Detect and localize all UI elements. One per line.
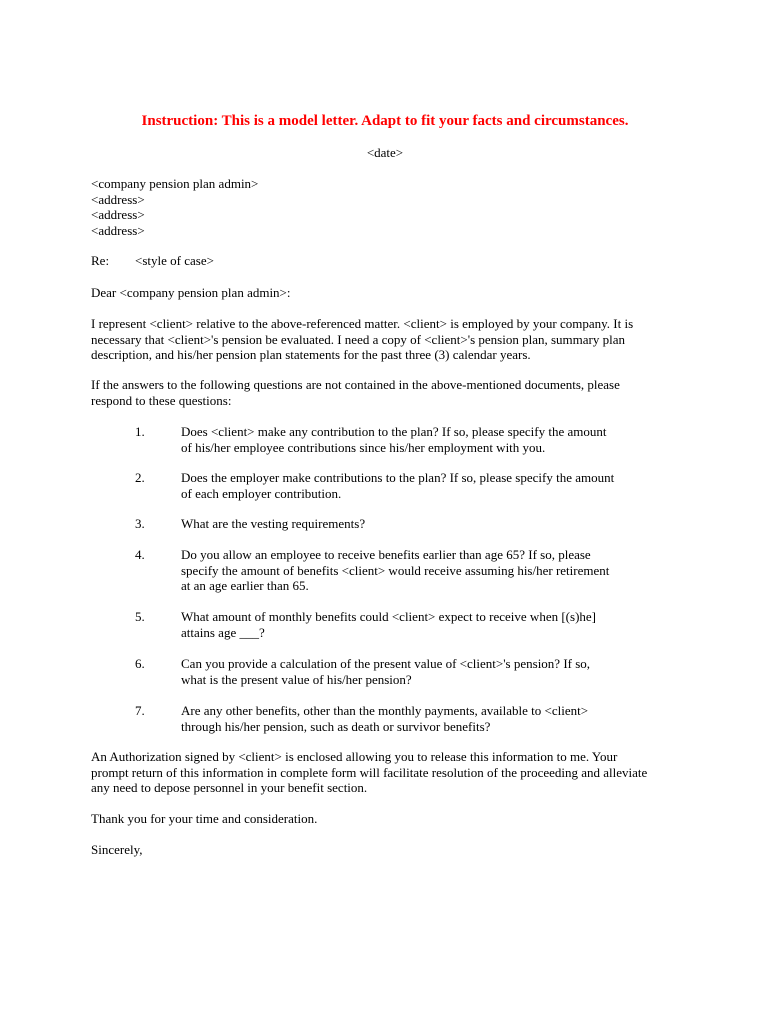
question-number: 2. (135, 470, 145, 485)
question-line: Do you allow an employee to receive benefits earlier than age 65? If so, please (181, 547, 591, 562)
question-line: What amount of monthly benefits could <client> expect to receive when [(s)he] (181, 609, 596, 624)
recipient-address-line: <address> (91, 222, 145, 238)
question-line: Are any other benefits, other than the monthly payments, available to <client> (181, 703, 589, 718)
question-number: 4. (135, 547, 145, 562)
question-line: what is the present value of his/her pension? (181, 671, 412, 687)
paragraph-line: description, and his/her pension plan statements for the past three (3) calendar years. (91, 347, 531, 362)
question-line: attains age ___? (181, 624, 265, 640)
question-text (181, 516, 661, 532)
salutation-text: Dear <company pension plan admin>: (91, 285, 291, 300)
paragraph-line: If the answers to the following questions are not contained in the above-mentioned documents, please (91, 377, 620, 392)
question-number: 1. (135, 424, 145, 439)
thanks-text: Thank you for your time and consideration. (91, 811, 318, 826)
re-value: <style of case> (135, 253, 214, 268)
instruction-heading: Instruction: This is a model letter. Adapt to fit your facts and circumstances. (141, 113, 629, 129)
question-line: through his/her pension, such as death or survivor benefits? (181, 718, 491, 734)
closing-text: Sincerely, (91, 842, 143, 857)
paragraph-line: prompt return of this information in complete form will facilitate resolution of the proceeding and alleviate (91, 764, 648, 780)
paragraph-intro (91, 316, 681, 363)
paragraph-authorization (91, 749, 681, 796)
question-line: Can you provide a calculation of the present value of <client>'s pension? If so, (181, 656, 591, 671)
recipient-address-block (91, 176, 681, 238)
paragraph-line: An Authorization signed by <client> is enclosed allowing you to release this information to me. Your (91, 749, 618, 764)
recipient-address-line: <address> (91, 207, 145, 222)
question-number: 7. (135, 703, 145, 718)
paragraph-line: I represent <client> relative to the above-referenced matter. <client> is employed by your company. It is (91, 316, 634, 331)
paragraph-line: respond to these questions: (91, 392, 232, 408)
question-text (181, 609, 661, 640)
question-number: 6. (135, 656, 145, 671)
question-text (181, 703, 661, 734)
question-text (181, 547, 661, 594)
date-placeholder: <date> (366, 145, 404, 160)
salutation (91, 285, 681, 301)
question-text (181, 470, 661, 501)
question-number: 5. (135, 609, 145, 624)
paragraph-line: necessary that <client>'s pension be evaluated. I need a copy of <client>'s pension plan, summary plan (91, 331, 625, 347)
re-label: Re: (91, 253, 110, 268)
question-text (181, 424, 661, 455)
re-line (91, 253, 681, 269)
question-line: What are the vesting requirements? (181, 516, 366, 531)
question-line: of his/her employee contributions since his/her employment with you. (181, 439, 546, 455)
paragraph-questions-lead (91, 377, 681, 408)
closing-line (91, 842, 681, 858)
question-number: 3. (135, 516, 145, 531)
question-line: of each employer contribution. (181, 485, 342, 501)
question-line: Does <client> make any contribution to the plan? If so, please specify the amount (181, 424, 607, 439)
question-line: at an age earlier than 65. (181, 578, 309, 593)
question-text (181, 656, 661, 687)
thanks-line (91, 811, 681, 827)
question-line: specify the amount of benefits <client> would receive assuming his/her retirement (181, 562, 610, 578)
question-line: Does the employer make contributions to the plan? If so, please specify the amount (181, 470, 615, 485)
paragraph-line: any need to depose personnel in your benefit section. (91, 780, 368, 795)
recipient-address-line: <address> (91, 191, 145, 207)
recipient-name: <company pension plan admin> (91, 176, 259, 191)
